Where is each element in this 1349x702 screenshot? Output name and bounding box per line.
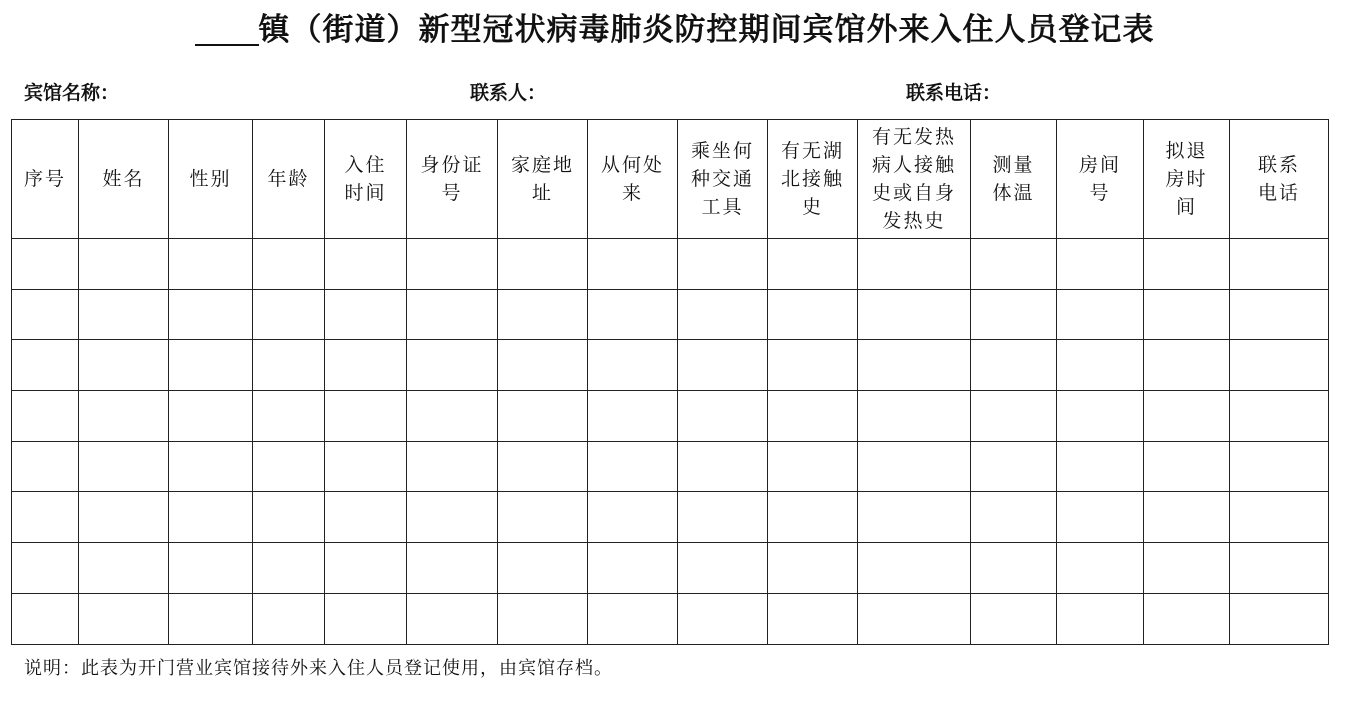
table-cell[interactable] xyxy=(768,340,858,391)
table-cell[interactable] xyxy=(858,441,971,492)
registration-table xyxy=(11,119,1329,645)
table-cell[interactable] xyxy=(498,593,588,644)
table-cell[interactable] xyxy=(407,593,498,644)
table-row xyxy=(12,239,1329,290)
table-row xyxy=(12,543,1329,594)
table-cell[interactable] xyxy=(12,239,79,290)
col-header-hubei-contact: 有无湖 北接触 史 xyxy=(768,120,858,239)
table-cell[interactable] xyxy=(1057,239,1144,290)
table-cell[interactable] xyxy=(325,593,407,644)
table-cell[interactable] xyxy=(1144,441,1230,492)
table-cell[interactable] xyxy=(498,239,588,290)
contact-phone-label: 联系电话： xyxy=(906,82,1002,104)
table-cell[interactable] xyxy=(678,340,768,391)
table-cell[interactable] xyxy=(1057,441,1144,492)
table-cell[interactable] xyxy=(1144,593,1230,644)
table-cell[interactable] xyxy=(79,492,169,543)
table-cell[interactable] xyxy=(588,340,678,391)
table-cell[interactable] xyxy=(1057,340,1144,391)
table-cell[interactable] xyxy=(169,441,253,492)
table-cell[interactable] xyxy=(971,391,1057,442)
table-cell[interactable] xyxy=(858,340,971,391)
table-cell[interactable] xyxy=(12,593,79,644)
table-row xyxy=(12,441,1329,492)
table-cell[interactable] xyxy=(253,340,325,391)
table-cell[interactable] xyxy=(588,492,678,543)
table-body xyxy=(12,239,1329,645)
table-row xyxy=(12,492,1329,543)
table-row xyxy=(12,593,1329,644)
table-cell[interactable] xyxy=(1144,391,1230,442)
table-cell[interactable] xyxy=(498,340,588,391)
table-cell[interactable] xyxy=(678,391,768,442)
table-cell[interactable] xyxy=(1057,543,1144,594)
table-cell[interactable] xyxy=(169,593,253,644)
table-cell[interactable] xyxy=(588,239,678,290)
table-cell[interactable] xyxy=(1230,340,1329,391)
table-row xyxy=(12,289,1329,340)
table-cell[interactable] xyxy=(407,340,498,391)
table-cell[interactable] xyxy=(325,543,407,594)
header-row xyxy=(12,120,1329,239)
footnote: 说明：此表为开门营业宾馆接待外来入住人员登记使用，由宾馆存档。 xyxy=(24,658,613,679)
table-cell[interactable] xyxy=(253,289,325,340)
table-cell[interactable] xyxy=(1057,391,1144,442)
col-header-checkout-time: 拟退 房时 间 xyxy=(1144,120,1230,239)
table-cell[interactable] xyxy=(407,441,498,492)
table-cell[interactable] xyxy=(325,492,407,543)
table-cell[interactable] xyxy=(588,391,678,442)
table-cell[interactable] xyxy=(79,340,169,391)
table-cell[interactable] xyxy=(768,289,858,340)
table-cell[interactable] xyxy=(498,492,588,543)
col-header-home-address: 家庭地 址 xyxy=(498,120,588,239)
col-header-gender: 性别 xyxy=(169,120,253,239)
table-cell[interactable] xyxy=(253,441,325,492)
table-cell[interactable] xyxy=(858,543,971,594)
col-header-name: 姓名 xyxy=(79,120,169,239)
hotel-name-label: 宾馆名称： xyxy=(24,82,120,104)
table-cell[interactable] xyxy=(407,543,498,594)
table-cell[interactable] xyxy=(678,492,768,543)
table-cell[interactable] xyxy=(169,391,253,442)
table-cell[interactable] xyxy=(678,289,768,340)
table-cell[interactable] xyxy=(325,289,407,340)
col-header-age: 年龄 xyxy=(253,120,325,239)
table-cell[interactable] xyxy=(79,441,169,492)
table-cell[interactable] xyxy=(678,593,768,644)
table-cell[interactable] xyxy=(971,543,1057,594)
table-cell[interactable] xyxy=(169,340,253,391)
table-cell[interactable] xyxy=(407,391,498,442)
table-cell[interactable] xyxy=(971,289,1057,340)
table-cell[interactable] xyxy=(768,391,858,442)
table-cell[interactable] xyxy=(1230,239,1329,290)
table-cell[interactable] xyxy=(858,492,971,543)
table-cell[interactable] xyxy=(12,543,79,594)
table-cell[interactable] xyxy=(253,492,325,543)
table-cell[interactable] xyxy=(169,492,253,543)
table-cell[interactable] xyxy=(1230,289,1329,340)
table-cell[interactable] xyxy=(1230,543,1329,594)
table-cell[interactable] xyxy=(253,593,325,644)
table-cell[interactable] xyxy=(1144,239,1230,290)
table-cell[interactable] xyxy=(498,391,588,442)
col-header-transport: 乘坐何 种交通 工具 xyxy=(678,120,768,239)
table-cell[interactable] xyxy=(768,543,858,594)
table-cell[interactable] xyxy=(768,492,858,543)
table-cell[interactable] xyxy=(407,239,498,290)
table-cell[interactable] xyxy=(498,289,588,340)
table-cell[interactable] xyxy=(971,340,1057,391)
title-text: 镇（街道）新型冠状病毒肺炎防控期间宾馆外来入住人员登记表 xyxy=(258,12,1155,48)
table-cell[interactable] xyxy=(588,289,678,340)
table-cell[interactable] xyxy=(79,239,169,290)
table-cell[interactable] xyxy=(12,492,79,543)
table-cell[interactable] xyxy=(1230,391,1329,442)
table-cell[interactable] xyxy=(588,441,678,492)
table-cell[interactable] xyxy=(169,289,253,340)
table-cell[interactable] xyxy=(1057,289,1144,340)
table-cell[interactable] xyxy=(407,492,498,543)
col-header-checkin-time: 入住 时间 xyxy=(325,120,407,239)
table-cell[interactable] xyxy=(253,239,325,290)
document-title xyxy=(0,8,1349,52)
table-cell[interactable] xyxy=(588,543,678,594)
table-cell[interactable] xyxy=(1057,593,1144,644)
table-cell[interactable] xyxy=(253,543,325,594)
table-cell[interactable] xyxy=(169,239,253,290)
title-blank-line xyxy=(195,12,259,46)
table-cell[interactable] xyxy=(12,289,79,340)
table-cell[interactable] xyxy=(325,239,407,290)
table-row xyxy=(12,391,1329,442)
table-cell[interactable] xyxy=(768,441,858,492)
table-cell[interactable] xyxy=(12,441,79,492)
table-cell[interactable] xyxy=(1057,492,1144,543)
table-cell[interactable] xyxy=(971,441,1057,492)
table-cell[interactable] xyxy=(79,593,169,644)
table-cell[interactable] xyxy=(79,543,169,594)
table-row xyxy=(12,340,1329,391)
col-header-temperature: 测量 体温 xyxy=(971,120,1057,239)
table-cell[interactable] xyxy=(12,391,79,442)
table-cell[interactable] xyxy=(79,289,169,340)
table-cell[interactable] xyxy=(498,441,588,492)
table-cell[interactable] xyxy=(971,593,1057,644)
table-cell[interactable] xyxy=(253,391,325,442)
table-cell[interactable] xyxy=(1230,492,1329,543)
table-cell[interactable] xyxy=(1230,593,1329,644)
table-cell[interactable] xyxy=(1144,289,1230,340)
table-cell[interactable] xyxy=(1144,492,1230,543)
table-cell[interactable] xyxy=(169,543,253,594)
table-cell[interactable] xyxy=(768,593,858,644)
table-cell[interactable] xyxy=(498,543,588,594)
col-header-origin: 从何处 来 xyxy=(588,120,678,239)
table-cell[interactable] xyxy=(858,391,971,442)
table-cell[interactable] xyxy=(1144,340,1230,391)
table-cell[interactable] xyxy=(588,593,678,644)
col-header-id-number: 身份证 号 xyxy=(407,120,498,239)
contact-person-label: 联系人： xyxy=(470,82,547,104)
table-cell[interactable] xyxy=(407,289,498,340)
col-header-fever-history: 有无发热 病人接触 史或自身 发热史 xyxy=(858,120,971,239)
table-cell[interactable] xyxy=(79,391,169,442)
table-cell[interactable] xyxy=(971,492,1057,543)
table-cell[interactable] xyxy=(325,340,407,391)
col-header-room-number: 房间 号 xyxy=(1057,120,1144,239)
table-cell[interactable] xyxy=(858,593,971,644)
table-cell[interactable] xyxy=(678,441,768,492)
table-cell[interactable] xyxy=(858,239,971,290)
table-cell[interactable] xyxy=(971,239,1057,290)
table-cell[interactable] xyxy=(325,391,407,442)
table-cell[interactable] xyxy=(12,340,79,391)
table-cell[interactable] xyxy=(1230,441,1329,492)
table-cell[interactable] xyxy=(858,289,971,340)
table-cell[interactable] xyxy=(325,441,407,492)
col-header-seq: 序号 xyxy=(12,120,79,239)
table-cell[interactable] xyxy=(678,543,768,594)
table-cell[interactable] xyxy=(768,239,858,290)
col-header-phone: 联系 电话 xyxy=(1230,120,1329,239)
table-cell[interactable] xyxy=(1144,543,1230,594)
table-cell[interactable] xyxy=(678,239,768,290)
